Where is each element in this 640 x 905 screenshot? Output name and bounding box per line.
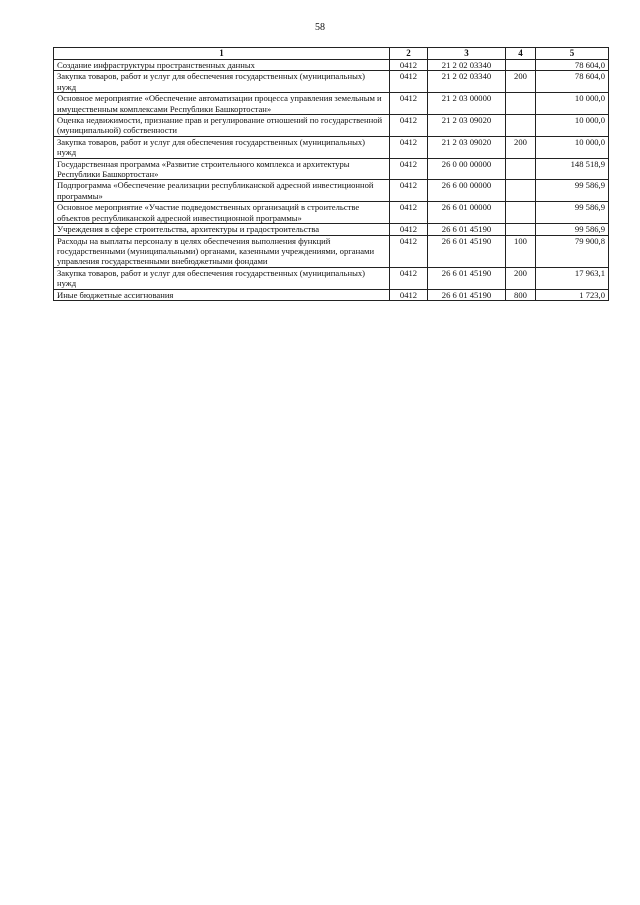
row-sum-cell: 10 000,0	[536, 136, 609, 158]
row-section-cell: 0412	[390, 224, 428, 235]
row-code-cell: 26 6 01 00000	[428, 202, 506, 224]
row-code-cell: 21 2 02 03340	[428, 60, 506, 71]
row-type-cell	[506, 224, 536, 235]
row-section-cell: 0412	[390, 180, 428, 202]
row-type-cell	[506, 180, 536, 202]
row-type-cell: 800	[506, 289, 536, 300]
row-type-cell	[506, 202, 536, 224]
row-code-cell: 26 6 01 45190	[428, 289, 506, 300]
row-code-cell: 26 6 00 00000	[428, 180, 506, 202]
row-type-cell: 200	[506, 267, 536, 289]
row-sum-cell: 10 000,0	[536, 115, 609, 137]
row-sum-cell: 99 586,9	[536, 180, 609, 202]
row-type-cell: 200	[506, 136, 536, 158]
row-sum-cell: 79 900,8	[536, 235, 609, 267]
row-sum-cell: 10 000,0	[536, 93, 609, 115]
row-code-cell: 21 2 02 03340	[428, 71, 506, 93]
table-row	[54, 180, 609, 202]
row-code-cell: 21 2 03 09020	[428, 115, 506, 137]
row-name-cell: Иные бюджетные ассигнования	[54, 289, 390, 300]
row-name-cell: Оценка недвижимости, признание прав и регулирование отношений по государственной (муниципальной) собственности	[54, 115, 390, 137]
header-col-code: 3	[428, 48, 506, 60]
row-section-cell: 0412	[390, 235, 428, 267]
row-type-cell	[506, 115, 536, 137]
table-row	[54, 60, 609, 71]
table-body	[54, 60, 609, 301]
table-row	[54, 158, 609, 180]
row-type-cell: 100	[506, 235, 536, 267]
row-section-cell: 0412	[390, 115, 428, 137]
row-code-cell: 26 6 01 45190	[428, 267, 506, 289]
table-row	[54, 136, 609, 158]
row-name-cell: Закупка товаров, работ и услуг для обеспечения государственных (муниципальных) нужд	[54, 71, 390, 93]
row-sum-cell: 1 723,0	[536, 289, 609, 300]
row-code-cell: 26 6 01 45190	[428, 224, 506, 235]
row-name-cell: Расходы на выплаты персоналу в целях обеспечения выполнения функций государственными (муниципальными) органами, казенными учреждениями, органами управления государственными внебюджетными фондами	[54, 235, 390, 267]
table-row	[54, 115, 609, 137]
row-section-cell: 0412	[390, 71, 428, 93]
row-code-cell: 21 2 03 00000	[428, 93, 506, 115]
budget-table	[53, 47, 609, 301]
row-name-cell: Государственная программа «Развитие строительного комплекса и архитектуры Республики Башкортостан»	[54, 158, 390, 180]
header-row	[54, 48, 609, 60]
header-col-name: 1	[54, 48, 390, 60]
header-col-type: 4	[506, 48, 536, 60]
row-name-cell: Основное мероприятие «Обеспечение автоматизации процесса управления земельным и имущественным комплексами Республики Башкортостан»	[54, 93, 390, 115]
row-type-cell: 200	[506, 71, 536, 93]
table-row	[54, 267, 609, 289]
row-code-cell: 26 6 01 45190	[428, 235, 506, 267]
row-section-cell: 0412	[390, 202, 428, 224]
header-col-sum: 5	[536, 48, 609, 60]
row-type-cell	[506, 158, 536, 180]
row-sum-cell: 99 586,9	[536, 224, 609, 235]
row-sum-cell: 78 604,0	[536, 60, 609, 71]
table-row	[54, 235, 609, 267]
row-section-cell: 0412	[390, 60, 428, 71]
row-section-cell: 0412	[390, 93, 428, 115]
row-name-cell: Создание инфраструктуры пространственных данных	[54, 60, 390, 71]
row-section-cell: 0412	[390, 158, 428, 180]
table-row	[54, 93, 609, 115]
row-type-cell	[506, 60, 536, 71]
row-sum-cell: 99 586,9	[536, 202, 609, 224]
row-name-cell: Закупка товаров, работ и услуг для обеспечения государственных (муниципальных) нужд	[54, 136, 390, 158]
row-section-cell: 0412	[390, 136, 428, 158]
row-sum-cell: 78 604,0	[536, 71, 609, 93]
row-sum-cell: 148 518,9	[536, 158, 609, 180]
page-number: 58	[315, 22, 325, 33]
row-sum-cell: 17 963,1	[536, 267, 609, 289]
row-code-cell: 21 2 03 09020	[428, 136, 506, 158]
header-col-section: 2	[390, 48, 428, 60]
row-name-cell: Основное мероприятие «Участие подведомственных организаций в строительстве объектов республиканской адресной инвестиционной программы»	[54, 202, 390, 224]
row-name-cell: Учреждения в сфере строительства, архитектуры и градостроительства	[54, 224, 390, 235]
table-row	[54, 289, 609, 300]
row-section-cell: 0412	[390, 267, 428, 289]
row-section-cell: 0412	[390, 289, 428, 300]
table-row	[54, 224, 609, 235]
row-name-cell: Подпрограмма «Обеспечение реализации республиканской адресной инвестиционной программы»	[54, 180, 390, 202]
row-code-cell: 26 0 00 00000	[428, 158, 506, 180]
table-row	[54, 71, 609, 93]
table-row	[54, 202, 609, 224]
row-name-cell: Закупка товаров, работ и услуг для обеспечения государственных (муниципальных) нужд	[54, 267, 390, 289]
row-type-cell	[506, 93, 536, 115]
